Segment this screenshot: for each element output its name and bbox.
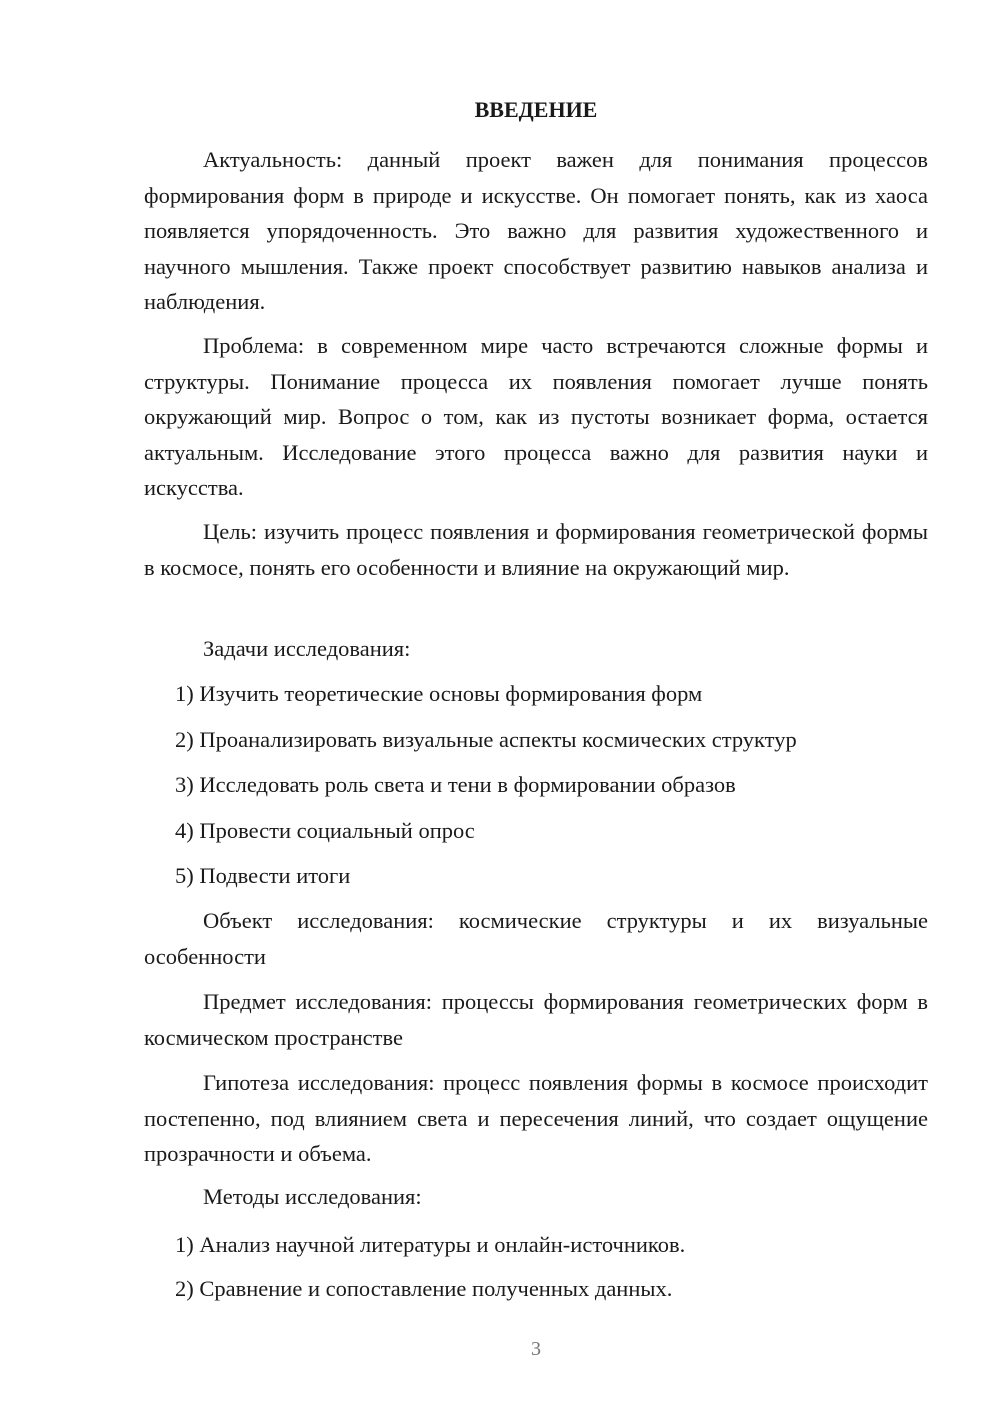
paragraph-subject: Предмет исследования: процессы формирования геометрических форм в космическом пространстве bbox=[144, 989, 928, 1050]
list-item: 5) Подвести итоги bbox=[175, 863, 351, 888]
tasks-heading: Задачи исследования: bbox=[203, 636, 411, 661]
paragraph-object: Объект исследования: космические структуры и их визуальные особенности bbox=[144, 908, 928, 969]
list-item: 2) Проанализировать визуальные аспекты космических структур bbox=[175, 727, 797, 752]
paragraph-actuality: Актуальность: данный проект важен для понимания процессов формирования форм в природе и искусстве. Он помогает понять, как из хаоса появляется упорядоченность. Это важно для развития художественного и научного мышления. Также проект способствует развитию навыков анализа и наблюдения. bbox=[144, 147, 928, 314]
list-item: 2) Сравнение и сопоставление полученных данных. bbox=[175, 1276, 673, 1301]
list-item: 3) Исследовать роль света и тени в формировании образов bbox=[175, 772, 736, 797]
page-number: 3 bbox=[531, 1338, 541, 1360]
paragraph-problem: Проблема: в современном мире часто встречаются сложные формы и структуры. Понимание процесса их появления помогает лучше понять окружающий мир. Вопрос о том, как из пустоты возникает форма, остается актуальным. Исследование этого процесса важно для развития науки и искусства. bbox=[144, 333, 928, 500]
list-item: 4) Провести социальный опрос bbox=[175, 818, 475, 843]
methods-heading: Методы исследования: bbox=[203, 1184, 422, 1209]
page-title: ВВЕДЕНИЕ bbox=[474, 97, 598, 122]
list-item: 1) Изучить теоретические основы формирования форм bbox=[175, 681, 703, 706]
paragraph-hypothesis: Гипотеза исследования: процесс появления формы в космосе происходит постепенно, под влиянием света и пересечения линий, что создает ощущение прозрачности и объема. bbox=[144, 1070, 928, 1166]
list-item: 1) Анализ научной литературы и онлайн-источников. bbox=[175, 1232, 686, 1257]
paragraph-goal: Цель: изучить процесс появления и формирования геометрической формы в космосе, понять его особенности и влияние на окружающий мир. bbox=[144, 519, 928, 580]
